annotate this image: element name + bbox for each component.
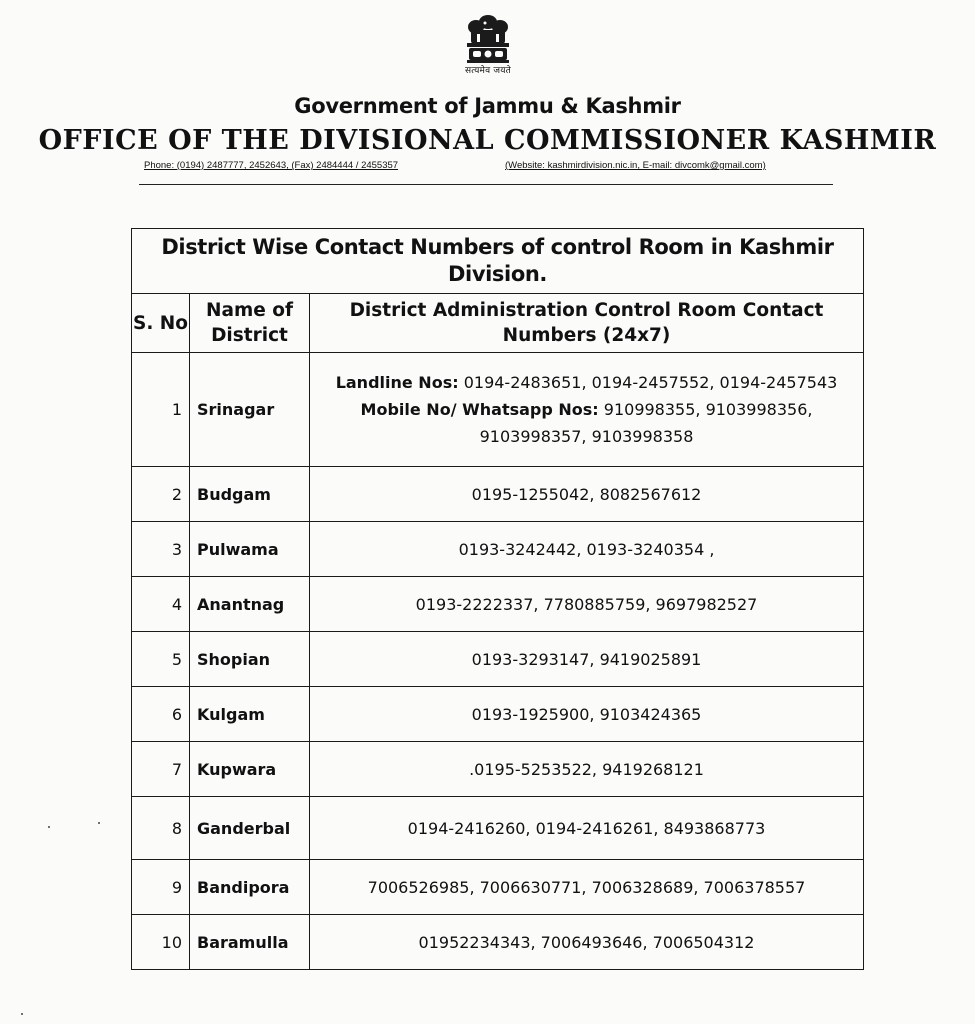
row-district: Bandipora [190,860,310,915]
row-numbers: 7006526985, 7006630771, 7006328689, 7006378557 [310,860,864,915]
table-row [132,632,864,687]
row-sno: 5 [132,632,190,687]
row-sno: 3 [132,522,190,577]
mobile-values-continued: 9103998357, 9103998358 [479,427,694,446]
row-numbers: 0193-3293147, 9419025891 [310,632,864,687]
office-website-line: (Website: kashmirdivision.nic.in, E-mail: divcomk@gmail.com) [505,160,766,171]
header-divider [139,184,833,185]
table-row [132,742,864,797]
table-row [132,687,864,742]
row-district: Shopian [190,632,310,687]
table-row [132,467,864,522]
row-numbers: 0193-2222337, 7780885759, 9697982527 [310,577,864,632]
row-sno: 7 [132,742,190,797]
mobile-label: Mobile No/ Whatsapp Nos: [360,400,599,419]
row-numbers: 01952234343, 7006493646, 7006504312 [310,915,864,970]
table-row [132,860,864,915]
row-sno: 6 [132,687,190,742]
row-district: Ganderbal [190,797,310,860]
table-row [132,353,864,467]
office-heading: OFFICE OF THE DIVISIONAL COMMISSIONER KASHMIR [38,125,937,156]
contacts-table [131,228,864,970]
scan-speck [21,1013,23,1015]
row-numbers: 0193-1925900, 9103424365 [310,687,864,742]
row-numbers: 0193-3242442, 0193-3240354 , [310,522,864,577]
table-title: District Wise Contact Numbers of control Room in Kashmir Division. [132,229,864,294]
row-sno: 1 [132,353,190,467]
row-district: Anantnag [190,577,310,632]
table-row [132,577,864,632]
row-district: Pulwama [190,522,310,577]
table-row [132,797,864,860]
column-header-district: Name of District [190,294,310,353]
column-header-numbers: District Administration Control Room Contact Numbers (24x7) [310,294,864,353]
row-sno: 2 [132,467,190,522]
row-district: Srinagar [190,353,310,467]
row-sno: 4 [132,577,190,632]
row-numbers [310,353,864,467]
scan-speck [98,822,100,824]
row-sno: 8 [132,797,190,860]
table-row [132,915,864,970]
row-sno: 10 [132,915,190,970]
table-row [132,522,864,577]
row-district: Kulgam [190,687,310,742]
row-district: Budgam [190,467,310,522]
column-header-sno: S. No [132,294,190,353]
government-heading: Government of Jammu & Kashmir [294,94,681,118]
scan-speck [48,826,50,828]
emblem-motto: सत्यमेव जयते [465,66,511,76]
row-sno: 9 [132,860,190,915]
row-numbers: 0195-1255042, 8082567612 [310,467,864,522]
row-district: Kupwara [190,742,310,797]
row-district: Baramulla [190,915,310,970]
row-numbers: .0195-5253522, 9419268121 [310,742,864,797]
landline-values: 0194-2483651, 0194-2457552, 0194-2457543 [463,373,838,392]
office-phone-line: Phone: (0194) 2487777, 2452643, (Fax) 2484444 / 2455357 [144,160,399,171]
row-numbers: 0194-2416260, 0194-2416261, 8493868773 [310,797,864,860]
mobile-values: 910998355, 9103998356, [603,400,813,419]
landline-label: Landline Nos: [335,373,459,392]
